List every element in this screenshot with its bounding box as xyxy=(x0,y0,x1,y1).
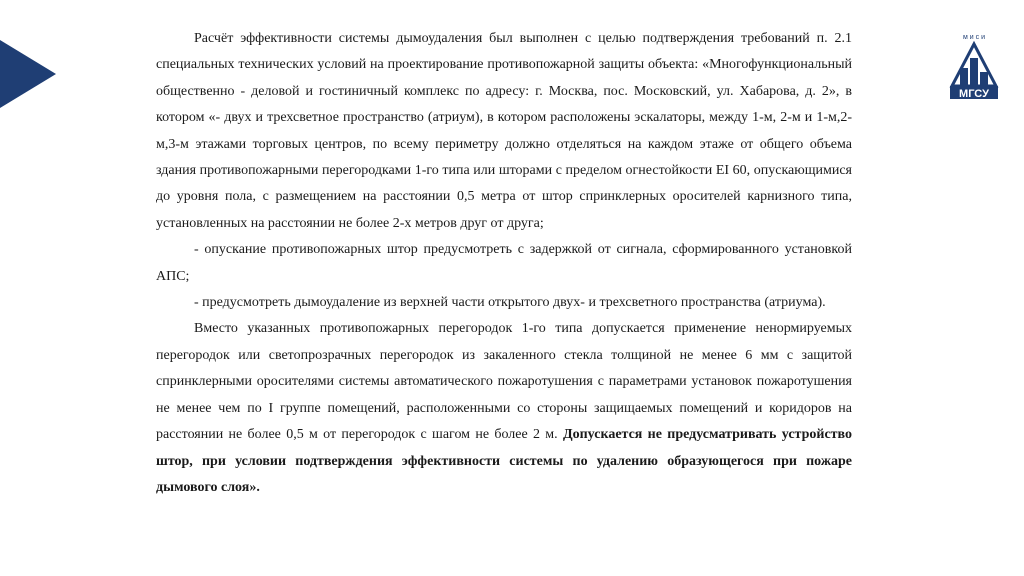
paragraph-alternative xyxy=(156,316,852,501)
logo-bottom-text: МГСУ xyxy=(959,88,989,100)
paragraph-curtain-delay: - опускание противопожарных штор предусмотреть с задержкой от сигнала, сформированного установкой АПС; xyxy=(156,242,852,284)
paragraph-alternative-text: Вместо указанных противопожарных перегородок 1-го типа допускается применение ненормируемых перегородок или светопрозрачных перегородок из закаленного стекла толщиной не менее 6 мм с защитой спринклерными оросителями системы автоматического пожаротушения с параметрами установок пожаротушения не менее чем по I группе помещений, расположенными со стороны защищаемых помещений и коридоров на расстоянии не более 0,5 м от перегородок с шагом не более 2 м. xyxy=(156,321,852,443)
document-body xyxy=(156,26,852,501)
paragraph-requirements: Расчёт эффективности системы дымоудаления был выполнен с целью подтверждения требований п. 2.1 специальных технических условий на проектирование противопожарной защиты объекта: «Многофункциональный общественно - деловой и гостиничный комплекс по адресу: г. Москва, пос. Московский, ул. Хабарова, д. 2», в котором «- двух и трехсветное пространство (атриум), в котором расположены эскалаторы, между 1-м, 2-м и 1-м,2-м,3-м этажами торговых центров, по всему периметру должно отделяться на каждом этаже от общего объема здания противопожарными перегородками 1-го типа или шторами с пределом огнестойкости EI 60, опускающимися до уровня пола, с размещением на расстоянии 0,5 метра от штор спринклерных оросителей карнизного типа, установленных на расстоянии не более 2-х метров друг от друга; xyxy=(156,31,852,231)
mgsu-logo xyxy=(946,30,1002,102)
paragraph-alternative-bold: Допускается не предусматривать устройство штор, при условии подтверждения эффективности системы по удалению образующегося при пожаре дымового слоя». xyxy=(156,427,853,495)
logo-top-text: м и с и xyxy=(963,34,985,41)
nav-arrow-shape xyxy=(0,40,56,108)
mgsu-logo-graphic xyxy=(946,30,1002,102)
paragraph-smoke-removal: - предусмотреть дымоудаление из верхней части открытого двух- и трехсветного пространства (атриума). xyxy=(194,295,826,311)
